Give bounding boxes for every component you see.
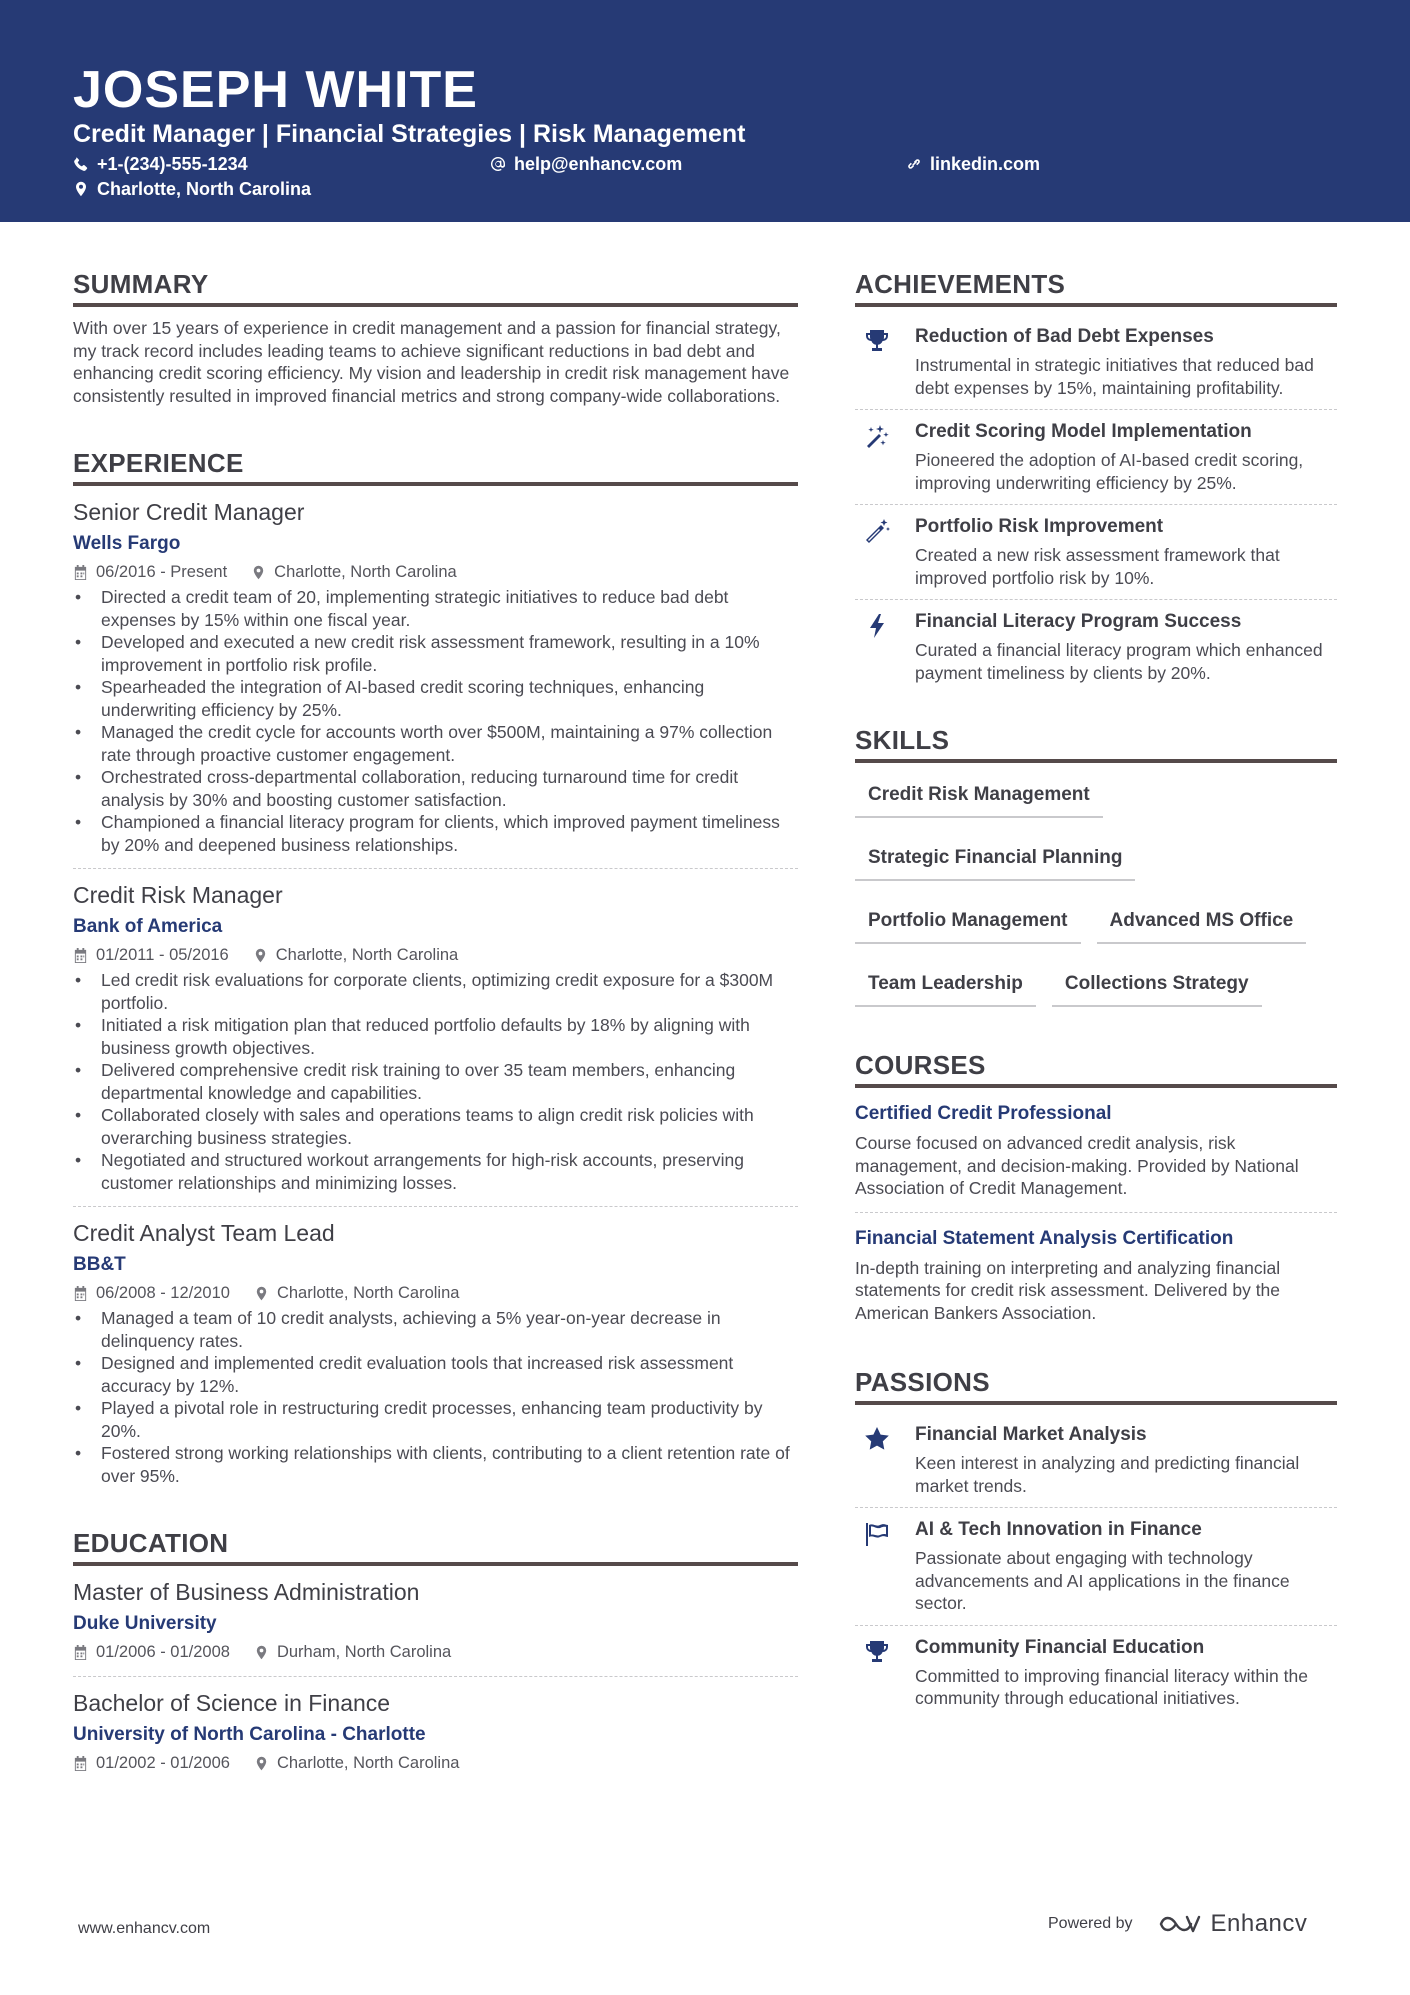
passion-desc: Keen interest in analyzing and predicting financial market trends.	[915, 1453, 1300, 1496]
calendar-icon	[73, 1645, 88, 1660]
job-meta	[73, 562, 798, 582]
achievement-title: Portfolio Risk Improvement	[915, 516, 1164, 537]
job-dates: 06/2016 - Present	[96, 563, 228, 581]
right-column	[855, 268, 1337, 1720]
degree: Bachelor of Science in Finance	[73, 1690, 391, 1716]
job-entry	[73, 1219, 798, 1499]
course-title: Certified Credit Professional	[855, 1103, 1112, 1124]
skill-tag: Credit Risk Management	[855, 777, 1103, 818]
education-heading: EDUCATION	[73, 1527, 798, 1566]
achievements-heading: ACHIEVEMENTS	[855, 268, 1337, 307]
skills-list	[855, 777, 1337, 1029]
link-icon	[906, 156, 922, 172]
job-meta	[73, 1283, 798, 1303]
job-company: Wells Fargo	[73, 533, 181, 554]
calendar-icon	[73, 1756, 88, 1771]
job-bullet: • Orchestrated cross-departmental collaboration, reducing turnaround time for credit analysis by 30% and boosting customer satisfaction.	[73, 766, 798, 811]
courses-heading: COURSES	[855, 1049, 1337, 1088]
summary-text: With over 15 years of experience in credit management and a passion for financial strategy, my track record includes leading teams to achieve significant reductions in bad debt and enhancing credit scoring efficiency. My vision and leadership in credit risk management have consistently resulted in improved financial metrics and strong company-wide collaborations.	[73, 318, 790, 406]
footer-branding	[1048, 1910, 1307, 1938]
job-role: Credit Risk Manager	[73, 882, 283, 908]
education-dates: 01/2006 - 01/2008	[96, 1643, 230, 1661]
email-text: help@enhancv.com	[514, 154, 683, 174]
job-bullet: • Played a pivotal role in restructuring credit processes, enhancing team productivity by 20%.	[73, 1397, 798, 1442]
job-bullets	[73, 969, 798, 1194]
location-pin-icon	[254, 1286, 269, 1301]
education-location: Durham, North Carolina	[276, 1643, 452, 1661]
achievement-desc: Created a new risk assessment framework that improved portfolio risk by 10%.	[915, 545, 1280, 588]
wand-sparkle-icon	[863, 422, 891, 450]
brand-logo[interactable]	[1157, 1910, 1308, 1938]
passion-desc: Passionate about engaging with technology advancements and AI applications in the finance sector.	[915, 1548, 1290, 1613]
job-company: BB&T	[73, 1254, 126, 1275]
achievement-title: Financial Literacy Program Success	[915, 611, 1242, 632]
summary-section	[73, 268, 798, 407]
passion-item	[855, 1413, 1337, 1508]
candidate-title: Credit Manager | Financial Strategies | Risk Management	[73, 120, 746, 148]
achievement-item	[855, 410, 1337, 505]
job-bullet: • Developed and executed a new credit risk assessment framework, resulting in a 10% improvement in portfolio risk profile.	[73, 631, 798, 676]
contact-email[interactable]	[490, 153, 682, 175]
job-bullet: • Directed a credit team of 20, implementing strategic initiatives to reduce bad debt expenses by 15% within one fiscal year.	[73, 586, 798, 631]
job-bullet: • Negotiated and structured workout arrangements for high-risk accounts, preserving customer relationships and minimizing losses.	[73, 1149, 798, 1194]
job-bullet: • Led credit risk evaluations for corporate clients, optimizing credit exposure for a $300M portfolio.	[73, 969, 798, 1014]
school: University of North Carolina - Charlotte	[73, 1724, 426, 1745]
degree: Master of Business Administration	[73, 1579, 420, 1605]
passions-heading: PASSIONS	[855, 1366, 1337, 1405]
education-entry	[73, 1689, 798, 1787]
achievement-desc: Pioneered the adoption of AI-based credit scoring, improving underwriting efficiency by 25%.	[915, 450, 1304, 493]
trophy-icon	[863, 327, 891, 355]
passion-item	[855, 1626, 1337, 1720]
location-pin-icon	[73, 181, 89, 197]
achievement-title: Credit Scoring Model Implementation	[915, 421, 1252, 442]
job-dates: 01/2011 - 05/2016	[96, 946, 229, 964]
course-item	[855, 1088, 1337, 1213]
resume-header	[0, 0, 1410, 222]
job-location: Charlotte, North Carolina	[276, 1284, 460, 1302]
location-pin-icon	[253, 948, 268, 963]
job-entry	[73, 498, 798, 869]
skill-tag: Team Leadership	[855, 966, 1036, 1007]
skill-tag: Collections Strategy	[1052, 966, 1262, 1007]
calendar-icon	[73, 948, 88, 963]
job-entry	[73, 881, 798, 1207]
education-entry	[73, 1578, 798, 1677]
job-bullets	[73, 1307, 798, 1487]
job-role: Senior Credit Manager	[73, 499, 305, 525]
education-meta	[73, 1753, 798, 1773]
courses-section	[855, 1049, 1337, 1336]
course-item	[855, 1213, 1337, 1337]
job-location: Charlotte, North Carolina	[274, 563, 457, 581]
location-pin-icon	[254, 1756, 269, 1771]
footer-website[interactable]: www.enhancv.com	[78, 1920, 211, 1937]
flag-icon	[863, 1520, 891, 1548]
job-role: Credit Analyst Team Lead	[73, 1220, 335, 1246]
job-bullet: • Delivered comprehensive credit risk training to over 35 team members, enhancing departmental knowledge and capabilities.	[73, 1059, 798, 1104]
achievement-item	[855, 315, 1337, 410]
calendar-icon	[73, 1286, 88, 1301]
calendar-icon	[73, 565, 88, 580]
trophy-icon	[863, 1638, 891, 1666]
skill-tag: Advanced MS Office	[1097, 903, 1307, 944]
job-location: Charlotte, North Carolina	[275, 946, 459, 964]
at-icon	[490, 156, 506, 172]
phone-icon	[73, 156, 89, 172]
achievements-section	[855, 268, 1337, 694]
skills-heading: SKILLS	[855, 724, 1337, 763]
enhancv-logo-icon	[1157, 1912, 1203, 1936]
achievement-item	[855, 600, 1337, 694]
education-meta	[73, 1642, 798, 1662]
achievement-desc: Instrumental in strategic initiatives that reduced bad debt expenses by 15%, maintaining profitability.	[915, 355, 1314, 398]
job-bullet: • Designed and implemented credit evaluation tools that increased risk assessment accuracy by 12%.	[73, 1352, 798, 1397]
contact-linkedin[interactable]	[906, 153, 1040, 175]
lightning-icon	[863, 612, 891, 640]
skills-section	[855, 724, 1337, 1029]
contact-phone[interactable]	[73, 153, 248, 175]
passion-title: AI & Tech Innovation in Finance	[915, 1519, 1202, 1540]
job-company: Bank of America	[73, 916, 223, 937]
left-column	[73, 268, 798, 1787]
achievement-desc: Curated a financial literacy program which enhanced payment timeliness by clients by 20%.	[915, 640, 1323, 683]
experience-section	[73, 447, 798, 1499]
job-bullet: • Managed a team of 10 credit analysts, achieving a 5% year-on-year decrease in delinquency rates.	[73, 1307, 798, 1352]
passion-item	[855, 1508, 1337, 1626]
school: Duke University	[73, 1613, 217, 1634]
education-dates: 01/2002 - 01/2006	[96, 1754, 230, 1772]
education-location: Charlotte, North Carolina	[276, 1754, 460, 1772]
course-desc: Course focused on advanced credit analysis, risk management, and decision-making. Provided by National Association of Credit Management.	[855, 1133, 1299, 1198]
experience-heading: EXPERIENCE	[73, 447, 798, 486]
star-icon	[863, 1425, 891, 1453]
achievement-title: Reduction of Bad Debt Expenses	[915, 326, 1214, 347]
magic-wand-icon	[863, 517, 891, 545]
passion-title: Financial Market Analysis	[915, 1424, 1147, 1445]
course-desc: In-depth training on interpreting and analyzing financial statements for credit risk assessment. Delivered by the American Bankers Association.	[855, 1257, 1281, 1323]
education-section	[73, 1527, 798, 1787]
location-pin-icon	[254, 1645, 269, 1660]
passions-section	[855, 1366, 1337, 1720]
linkedin-text: linkedin.com	[930, 154, 1041, 174]
job-bullets	[73, 586, 798, 856]
powered-by-label: Powered by	[1048, 1915, 1133, 1932]
skill-tag: Portfolio Management	[855, 903, 1081, 944]
job-meta	[73, 945, 798, 965]
passion-desc: Committed to improving financial literacy within the community through educational initiatives.	[915, 1665, 1308, 1708]
candidate-name: JOSEPH WHITE	[73, 61, 478, 119]
achievement-item	[855, 505, 1337, 600]
location-text: Charlotte, North Carolina	[97, 179, 312, 199]
job-bullet: • Initiated a risk mitigation plan that reduced portfolio defaults by 18% by aligning with business growth objectives.	[73, 1014, 798, 1059]
brand-name: Enhancv	[1210, 1910, 1308, 1937]
job-bullet: • Championed a financial literacy program for clients, which improved payment timeliness by 20% and deepened business relationships.	[73, 811, 798, 856]
course-title: Financial Statement Analysis Certification	[855, 1227, 1234, 1249]
phone-text: +1-(234)-555-1234	[97, 154, 248, 174]
job-bullet: • Managed the credit cycle for accounts worth over $500M, maintaining a 97% collection rate through proactive customer engagement.	[73, 721, 798, 766]
job-bullet: • Collaborated closely with sales and operations teams to align credit risk policies with overarching business strategies.	[73, 1104, 798, 1149]
job-bullet: • Fostered strong working relationships with clients, contributing to a client retention rate of over 95%.	[73, 1442, 798, 1487]
skill-tag: Strategic Financial Planning	[855, 840, 1135, 881]
passion-title: Community Financial Education	[915, 1636, 1205, 1658]
job-bullet: • Spearheaded the integration of AI-based credit scoring techniques, enhancing underwriting efficiency by 25%.	[73, 676, 798, 721]
job-dates: 06/2008 - 12/2010	[96, 1284, 230, 1302]
contact-location	[73, 178, 311, 200]
location-pin-icon	[251, 565, 266, 580]
summary-heading: SUMMARY	[73, 268, 798, 307]
